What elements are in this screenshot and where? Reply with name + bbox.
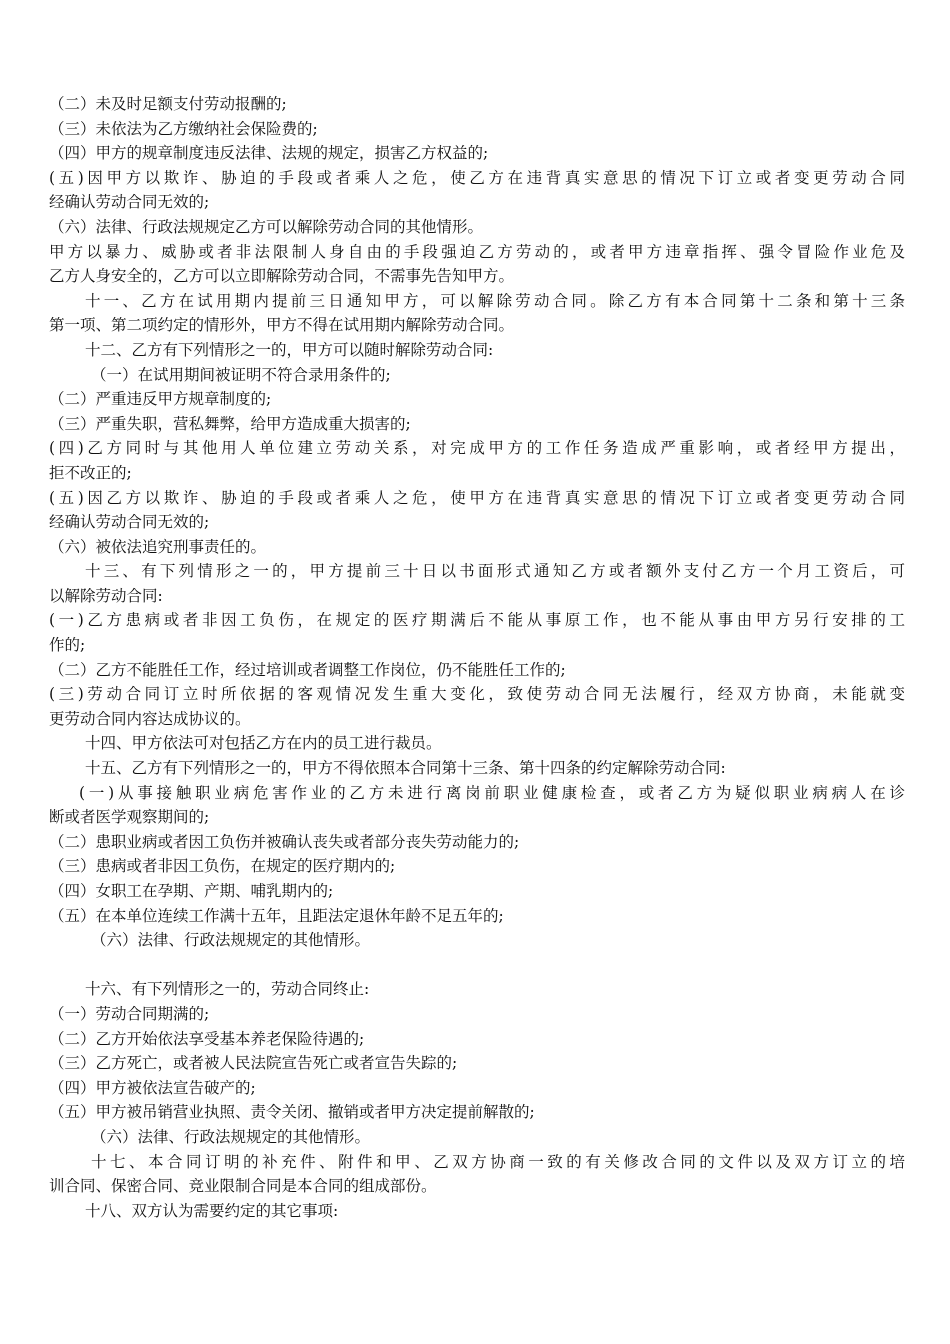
text-line: （六）被依法追究刑事责任的。 [49,537,267,556]
text-line: （四）甲方被依法宣告破产的; [49,1078,256,1097]
text-line: （六）法律、行政法规规定的其他情形。 [91,1127,371,1146]
text-line: 十八、双方认为需要约定的其它事项: [85,1201,339,1220]
text-line: 十四、甲方依法可对包括乙方在内的员工进行裁员。 [85,734,442,753]
blank-line [49,953,905,978]
text-line: 第一项、第二项约定的情形外，甲方不得在试用期内解除劳动合同。 [49,316,515,335]
text-line: （二）乙方不能胜任工作，经过培训或者调整工作岗位，仍不能胜任工作的; [49,660,566,679]
text-line: (五)因甲方以欺诈、胁迫的手段或者乘人之危，使乙方在违背真实意思的情况下订立或者变更劳动合同 [49,168,905,187]
text-line: (一)从事接触职业病危害作业的乙方未进行离岗前职业健康检查，或者乙方为疑似职业病病人在诊 [79,783,905,802]
text-line: 甲方以暴力、威胁或者非法限制人身自由的手段强迫乙方劳动的，或者甲方违章指挥、强令冒险作业危及 [49,242,905,261]
text-line: (五)因乙方以欺诈、胁迫的手段或者乘人之危，使甲方在违背真实意思的情况下订立或者变更劳动合同 [49,488,905,507]
text-line: （二）严重违反甲方规章制度的; [49,390,272,409]
text-line: 乙方人身安全的，乙方可以立即解除劳动合同，不需事先告知甲方。 [49,267,515,286]
document-page [49,92,905,1223]
text-line: （六）法律、行政法规规定乙方可以解除劳动合同的其他情形。 [49,217,484,236]
text-line: (四)乙方同时与其他用人单位建立劳动关系，对完成甲方的工作任务造成严重影响，或者经甲方提出， [49,439,905,458]
text-line: (三)劳动合同订立时所依据的客观情况发生重大变化，致使劳动合同无法履行，经双方协商，未能就变 [49,685,905,704]
text-line: 以解除劳动合同: [49,586,163,605]
text-line: 作的; [49,636,86,655]
text-line: 经确认劳动合同无效的; [49,193,210,212]
text-line: 十七、本合同订明的补充件、附件和甲、乙双方协商一致的有关修改合同的文件以及双方订立的培 [91,1152,905,1171]
text-line: 更劳动合同内容达成协议的。 [49,709,251,728]
text-line: （三）患病或者非因工负伤，在规定的医疗期内的; [49,857,396,876]
text-line: (一)乙方患病或者非因工负伤，在规定的医疗期满后不能从事原工作，也不能从事由甲方另行安排的工 [49,611,905,630]
text-line: （二）未及时足额支付劳动报酬的; [49,95,287,113]
text-line: 十五、乙方有下列情形之一的，甲方不得依照本合同第十三条、第十四条的约定解除劳动合同: [85,759,726,778]
text-line: 训合同、保密合同、竞业限制合同是本合同的组成部份。 [49,1177,437,1196]
text-line: （六）法律、行政法规规定的其他情形。 [91,931,371,950]
text-line: 拒不改正的; [49,463,132,482]
text-line: （五）甲方被吊销营业执照、责令关闭、撤销或者甲方决定提前解散的; [49,1103,535,1122]
text-line: 十三、有下列情形之一的，甲方提前三十日以书面形式通知乙方或者额外支付乙方一个月工资后，可 [85,562,905,581]
text-line: （三）乙方死亡，或者被人民法院宣告死亡或者宣告失踪的; [49,1054,458,1073]
text-line: （二）乙方开始依法享受基本养老保险待遇的; [49,1029,365,1048]
text-line: （一）劳动合同期满的; [49,1004,210,1023]
text-line: 断或者医学观察期间的; [49,808,210,827]
text-line: （三）未依法为乙方缴纳社会保险费的; [49,119,318,138]
text-line: 十二、乙方有下列情形之一的，甲方可以随时解除劳动合同: [85,340,494,359]
text-line: 十六、有下列情形之一的，劳动合同终止: [85,980,370,999]
text-line: （一）在试用期间被证明不符合录用条件的; [91,365,391,384]
text-line: （四）女职工在孕期、产期、哺乳期内的; [49,882,334,900]
text-line: （五）在本单位连续工作满十五年，且距法定退休年龄不足五年的; [49,906,504,925]
text-line: （二）患职业病或者因工负伤并被确认丧失或者部分丧失劳动能力的; [49,832,520,851]
text-line: 经确认劳动合同无效的; [49,513,210,532]
text-line: 十一、乙方在试用期内提前三日通知甲方，可以解除劳动合同。除乙方有本合同第十二条和第十三条 [85,291,905,310]
text-line: （四）甲方的规章制度违反法律、法规的规定，损害乙方权益的; [49,144,489,163]
text-line: （三）严重失职，营私舞弊，给甲方造成重大损害的; [49,414,411,433]
